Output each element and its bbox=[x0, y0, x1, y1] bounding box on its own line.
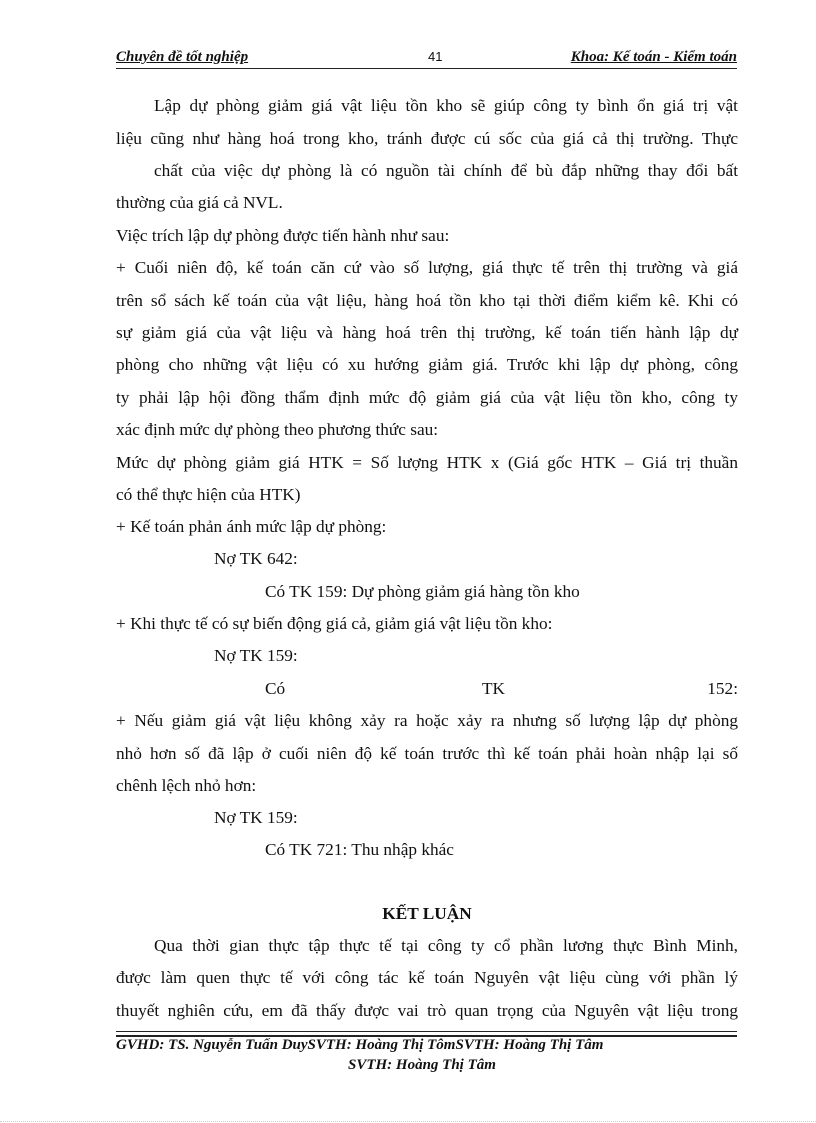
paragraph-line: thuyết nghiên cứu, em đã thấy được vai trò quan trọng của Nguyên vật liệu trong bbox=[116, 1001, 738, 1020]
footer-rule bbox=[116, 1031, 737, 1032]
paragraph-line: + Cuối niên độ, kế toán căn cứ vào số lượng, giá thực tế trên thị trường và giá bbox=[116, 258, 738, 277]
department-name: Khoa: Kế toán - Kiểm toán bbox=[570, 49, 737, 65]
credit-account-number: 152: bbox=[707, 679, 738, 698]
paragraph-line: Việc trích lập dự phòng được tiến hành như sau: bbox=[116, 226, 450, 245]
section-heading: KẾT LUẬN bbox=[382, 904, 472, 923]
paragraph-line: Lập dự phòng giảm giá vật liệu tồn kho sẽ giúp công ty bình ổn giá trị vật bbox=[154, 96, 738, 115]
page-number: 41 bbox=[428, 49, 443, 64]
credit-word: Có bbox=[265, 679, 286, 698]
paragraph-line: xác định mức dự phòng theo phương thức sau: bbox=[116, 420, 439, 439]
formula-line: có thể thực hiện của HTK) bbox=[116, 485, 301, 504]
paragraph-line: trên sổ sách kế toán của vật liệu, hàng hoá tồn kho tại thời điểm kiểm kê. Khi có bbox=[116, 291, 738, 310]
footer-authors: GVHD: TS. Nguyễn Tuấn DuySVTH: Hoàng Thị TômSVTH: Hoàng Thị Tâm bbox=[116, 1037, 604, 1053]
paragraph-line: ty phải lập hội đồng thẩm định mức độ giảm giá của vật liệu tồn kho, công ty bbox=[116, 388, 738, 407]
journal-debit-line: Nợ TK 642: bbox=[214, 549, 298, 568]
header-rule bbox=[116, 68, 737, 69]
credit-account-label: TK bbox=[482, 679, 506, 698]
journal-debit-line: Nợ TK 159: bbox=[214, 808, 298, 827]
paragraph-line: + Kế toán phản ánh mức lập dự phòng: bbox=[116, 517, 387, 536]
document-title: Chuyên đề tốt nghiệp bbox=[116, 49, 249, 65]
page-edge bbox=[0, 1121, 816, 1122]
paragraph-line: chênh lệch nhỏ hơn: bbox=[116, 776, 257, 795]
paragraph-line: + Khi thực tế có sự biến động giá cả, giảm giá vật liệu tồn kho: bbox=[116, 614, 553, 633]
paragraph-line: sự giảm giá của vật liệu và hàng hoá trên thị trường, kế toán tiến hành lập dự bbox=[116, 323, 738, 342]
paragraph-line: phòng cho những vật liệu có xu hướng giảm giá. Trước khi lập dự phòng, công bbox=[116, 355, 738, 374]
paragraph-line: nhỏ hơn số đã lập ở cuối niên độ kế toán trước thì kế toán phải hoàn nhập lại số bbox=[116, 744, 738, 763]
journal-credit-line: Có TK 721: Thu nhập khác bbox=[265, 840, 454, 859]
journal-credit-line bbox=[265, 673, 738, 705]
paragraph-line: thường của giá cả NVL. bbox=[116, 193, 283, 212]
journal-debit-line: Nợ TK 159: bbox=[214, 646, 298, 665]
footer-student: SVTH: Hoàng Thị Tâm bbox=[348, 1057, 496, 1073]
journal-credit-line: Có TK 159: Dự phòng giảm giá hàng tồn kho bbox=[265, 582, 580, 601]
paragraph-line: liệu cũng như hàng hoá trong kho, tránh được cú sốc của giá cả thị trường. Thực bbox=[116, 129, 738, 148]
paragraph-line: chất của việc dự phòng là có nguồn tài chính để bù đắp những thay đổi bất bbox=[154, 161, 738, 180]
paragraph-line: được làm quen thực tế với công tác kế toán Nguyên vật liệu cùng với phần lý bbox=[116, 968, 738, 987]
paragraph-line: Qua thời gian thực tập thực tế tại công ty cổ phần lương thực Bình Minh, bbox=[154, 936, 738, 955]
paragraph-line: + Nếu giảm giá vật liệu không xảy ra hoặc xảy ra nhưng số lượng lập dự phòng bbox=[116, 711, 738, 730]
formula-line: Mức dự phòng giảm giá HTK = Số lượng HTK x (Giá gốc HTK – Giá trị thuần bbox=[116, 453, 738, 472]
page-header bbox=[116, 46, 737, 68]
